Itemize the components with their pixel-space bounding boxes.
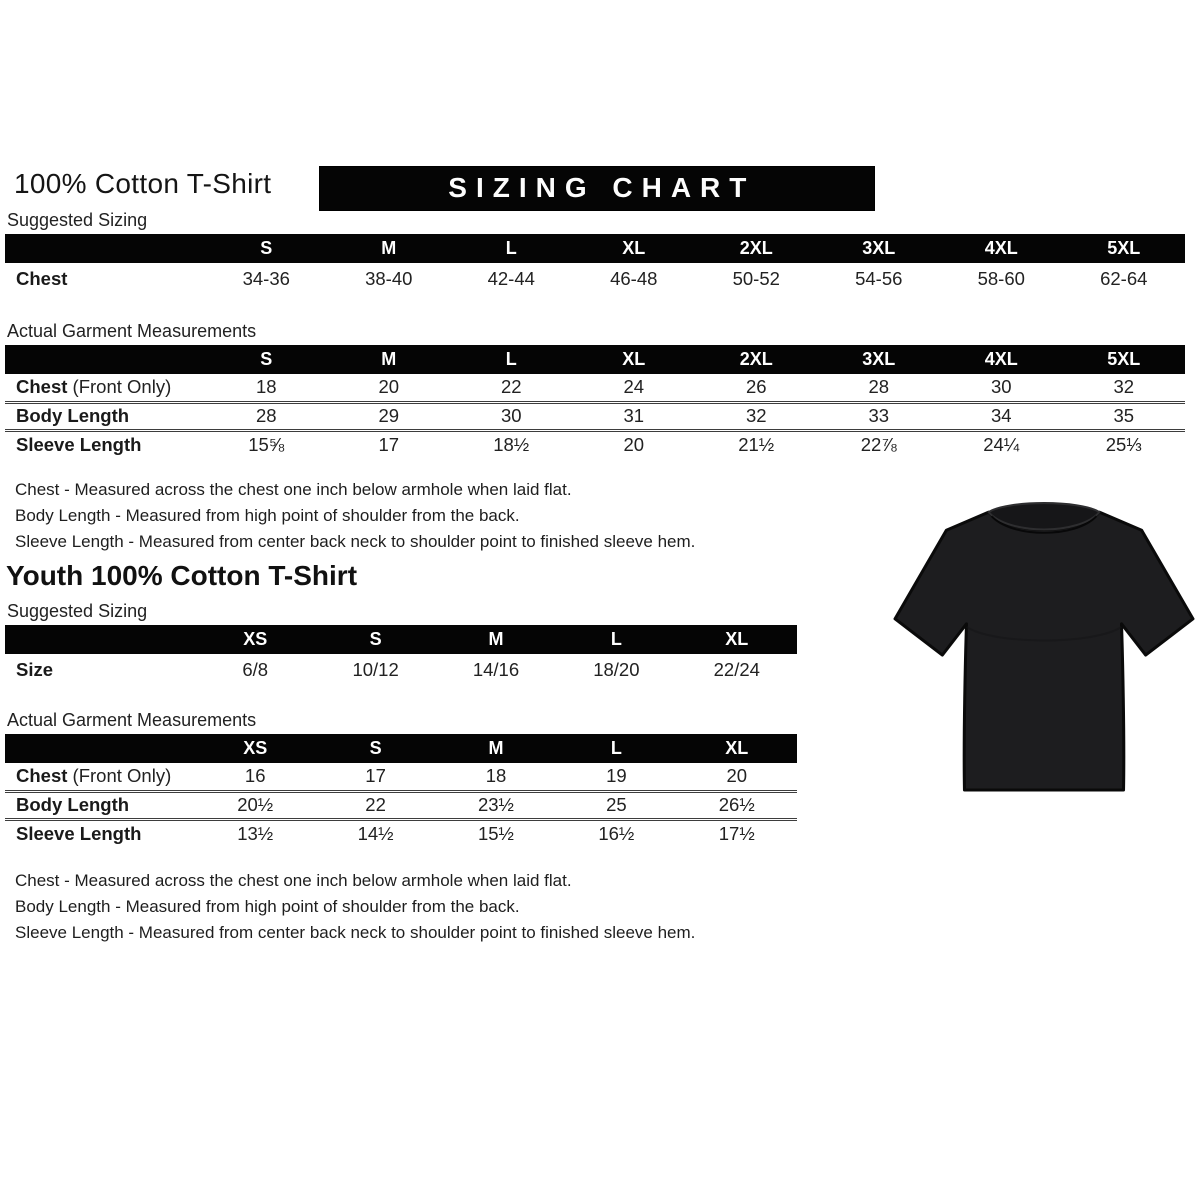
col-header: S [205,234,328,263]
cell-value: 22⅞ [860,433,897,455]
row-label [5,430,205,458]
cell-value: 28 [205,402,328,430]
row-label [5,763,195,791]
col-header: L [556,625,676,654]
cell-value: 18 [205,374,328,402]
cell-value: 15⅝ [248,433,285,455]
row-label-text: Body Length [16,405,130,426]
youth-title: Youth 100% Cotton T-Shirt [6,560,358,591]
col-header: M [328,234,451,263]
cell-value: 17½ [718,822,755,844]
cell-value: 29 [328,402,451,430]
cell-value: 22 [450,374,573,402]
title-row [0,166,1200,210]
cell-value: 22 [315,791,435,819]
col-header: 4XL [940,345,1063,374]
note-line: Chest - Measured across the chest one inch below armhole when laid flat. [15,480,572,499]
cell-value: 15½ [477,822,514,844]
cell-value: 17 [315,763,435,791]
col-header: 3XL [818,345,941,374]
note-line: Body Length - Measured from high point of shoulder from the back. [15,897,520,916]
col-header: 2XL [695,234,818,263]
cell-value: 34-36 [242,267,290,289]
row-label [5,402,205,430]
tshirt-image [893,490,1195,800]
row-label [5,654,195,685]
sizing-chart-banner: SIZING CHART [319,166,875,211]
row-label-text: Sleeve Length [16,822,142,844]
cell-value: 31 [573,402,696,430]
col-header: M [436,734,556,763]
youth-suggested-label: Suggested Sizing [7,601,148,621]
cell-value: 38-40 [365,267,413,289]
table-header-row [5,625,797,654]
table-row [5,402,1185,430]
col-header: XL [573,345,696,374]
cell-value: 20½ [195,791,315,819]
header-spacer [5,625,195,654]
note-line: Chest - Measured across the chest one inch below armhole when laid flat. [15,871,572,890]
row-label-text: Body Length [16,794,130,815]
cell-value: 58-60 [977,267,1025,289]
table-row [5,263,1185,294]
col-header: L [450,234,573,263]
cell-value: 17 [378,433,400,455]
note-line: Body Length - Measured from high point of shoulder from the back. [15,506,520,525]
cell-value: 35 [1063,402,1186,430]
tshirt-graphic [893,490,1195,800]
cell-value: 32 [695,402,818,430]
table-header-row [5,345,1185,374]
col-header: 2XL [695,345,818,374]
youth-actual-table [5,734,797,847]
row-label [5,819,195,847]
cell-value: 54-56 [855,267,903,289]
table-row [5,819,797,847]
cell-value: 14½ [357,822,394,844]
cell-value: 24¼ [983,433,1020,455]
cell-value: 13½ [237,822,274,844]
cell-value: 25 [556,791,676,819]
row-label-suffix: (Front Only) [72,376,172,398]
youth-measurement-notes [15,868,1200,946]
cell-value: 24 [573,374,696,402]
cell-value: 46-48 [610,267,658,289]
cell-value: 30 [450,402,573,430]
header-spacer [5,734,195,763]
table-row [5,763,797,791]
row-label-text: Chest [16,376,68,398]
cell-value: 6/8 [242,658,269,680]
col-header: S [315,625,435,654]
cell-value: 42-44 [487,267,535,289]
table-row [5,374,1185,402]
col-header: M [436,625,556,654]
col-header: XL [677,625,797,654]
row-label [5,791,195,819]
col-header: 5XL [1063,345,1186,374]
adult-actual-label: Actual Garment Measurements [7,321,257,341]
cell-value: 19 [556,763,676,791]
note-line: Sleeve Length - Measured from center back neck to shoulder point to finished sleeve hem. [15,923,696,942]
cell-value: 26 [695,374,818,402]
col-header: XL [573,234,696,263]
note-line: Sleeve Length - Measured from center back neck to shoulder point to finished sleeve hem. [15,532,696,551]
cell-value: 50-52 [732,267,780,289]
col-header: XS [195,734,315,763]
cell-value: 20 [677,763,797,791]
table-header-row [5,234,1185,263]
row-label [5,374,205,402]
cell-value: 30 [940,374,1063,402]
row-label-suffix: (Front Only) [72,765,172,787]
col-header: S [205,345,328,374]
col-header: M [328,345,451,374]
col-header: 4XL [940,234,1063,263]
cell-value: 21½ [738,433,775,455]
cell-value: 18/20 [593,658,640,680]
table-row [5,791,797,819]
cell-value: 28 [818,374,941,402]
cell-value: 16 [195,763,315,791]
row-label-text: Chest [16,267,68,289]
adult-suggested-table [5,234,1185,294]
cell-value: 23½ [436,791,556,819]
cell-value: 62-64 [1100,267,1148,289]
adult-actual-table [5,345,1185,458]
row-label [5,263,205,294]
cell-value: 22/24 [713,658,760,680]
col-header: L [556,734,676,763]
row-label-text: Size [16,658,54,680]
cell-value: 18½ [493,433,530,455]
table-row [5,430,1185,458]
row-label-text: Chest [16,765,68,787]
table-header-row [5,734,797,763]
col-header: XL [677,734,797,763]
cell-value: 33 [818,402,941,430]
cell-value: 20 [328,374,451,402]
youth-suggested-table [5,625,797,685]
row-label-text: Sleeve Length [16,433,142,455]
adult-suggested-label: Suggested Sizing [7,210,148,230]
col-header: S [315,734,435,763]
cell-value: 14/16 [472,658,520,680]
cell-value: 18 [436,763,556,791]
table-row [5,654,797,685]
youth-actual-label: Actual Garment Measurements [7,710,257,730]
cell-value: 32 [1063,374,1186,402]
cell-value: 16½ [598,822,635,844]
col-header: 3XL [818,234,941,263]
cell-value: 25⅓ [1105,433,1142,455]
header-spacer [5,234,205,263]
cell-value: 26½ [677,791,797,819]
cell-value: 20 [623,433,645,455]
col-header: L [450,345,573,374]
col-header: 5XL [1063,234,1186,263]
header-spacer [5,345,205,374]
page-title: 100% Cotton T-Shirt [14,168,272,199]
cell-value: 34 [940,402,1063,430]
cell-value: 10/12 [352,658,399,680]
col-header: XS [195,625,315,654]
